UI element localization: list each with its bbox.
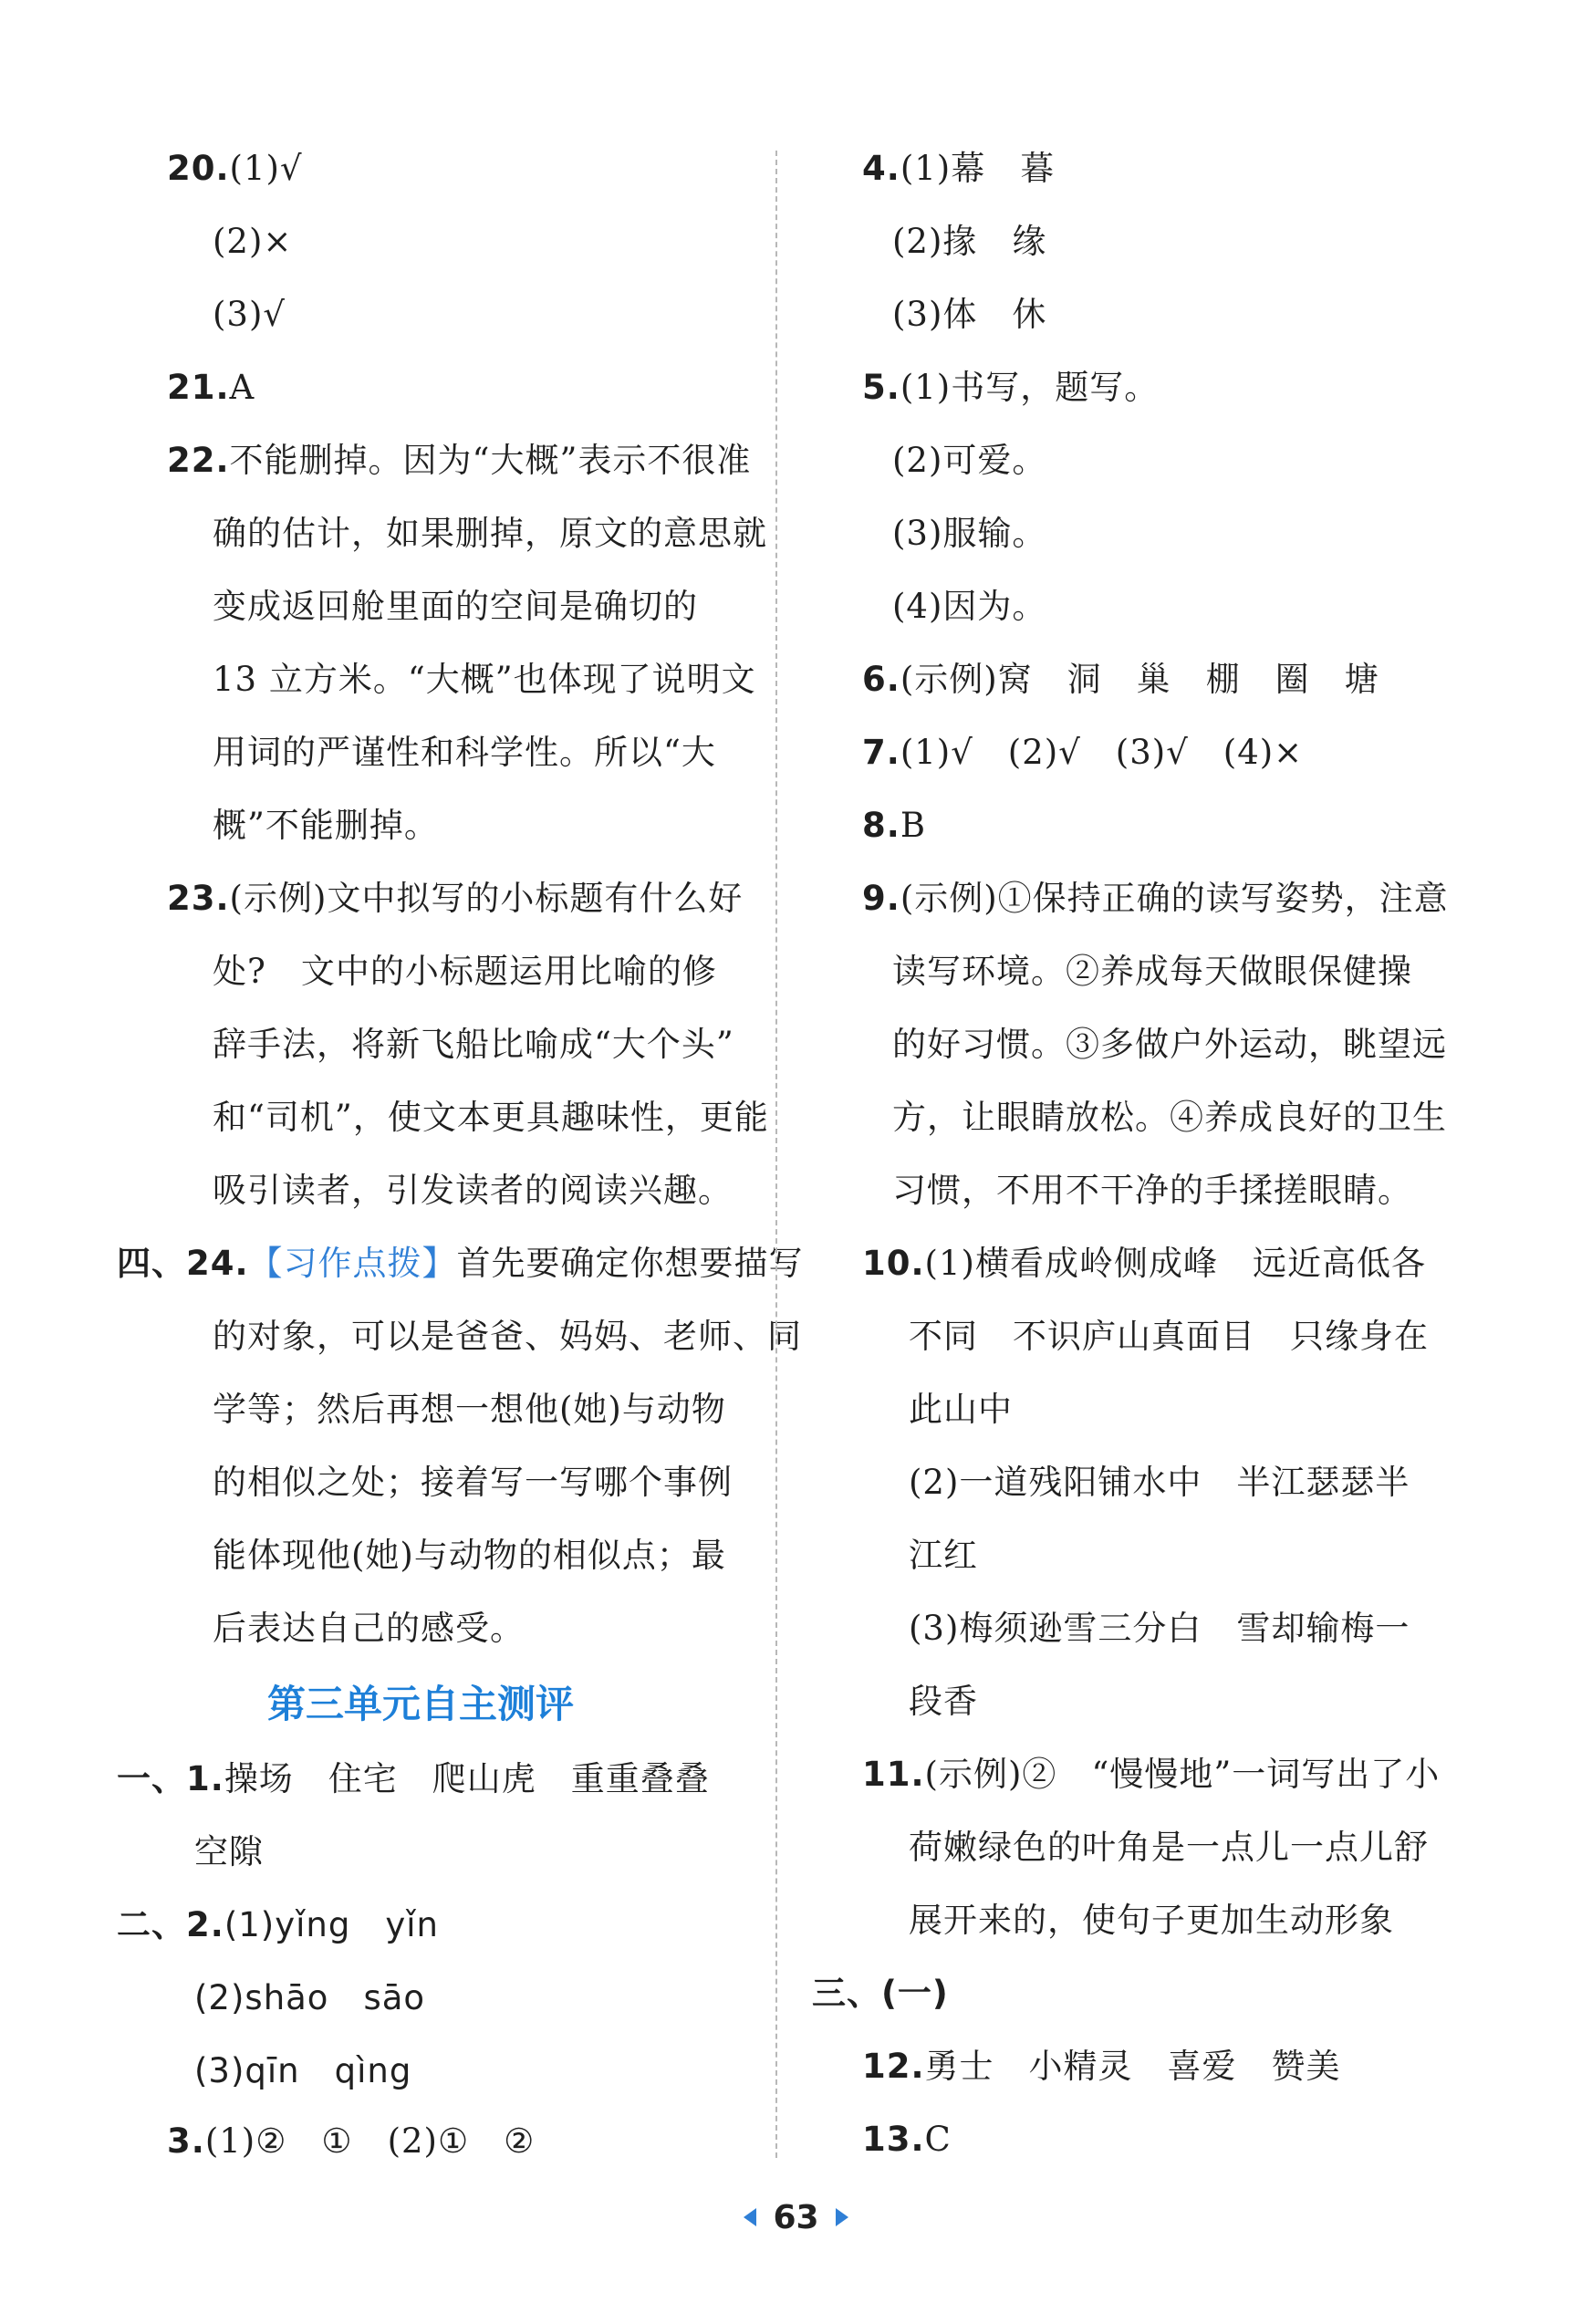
answer-text: (3)服输。	[892, 514, 1047, 553]
answer-text: (1)② ① (2)① ②	[204, 2121, 536, 2161]
question-number: 一、1.	[117, 1759, 224, 1798]
answer-text: 吸引读者，引发读者的阅读兴趣。	[213, 1171, 733, 1210]
answer-text: (1)√ (2)√ (3)√ (4)×	[900, 733, 1304, 772]
question-number: 四、24.	[117, 1244, 249, 1283]
answer-text: (2)×	[213, 222, 293, 261]
answer-text: 和“司机”，使文本更具趣味性，更能	[213, 1098, 769, 1137]
answer-text: (2)shāo sāo	[194, 1978, 426, 2017]
answer-text: 变成返回舱里面的空间是确切的	[213, 587, 698, 626]
answer-text: 习惯，不用不干净的手揉搓眼睛。	[892, 1171, 1412, 1210]
answer-9	[862, 876, 1449, 922]
answer-text: (示例)文中拟写的小标题有什么好	[229, 879, 744, 918]
answer-10	[862, 1241, 1426, 1287]
question-number: 13.	[862, 2120, 925, 2159]
answer-text: 13 立方米。“大概”也体现了说明文	[213, 660, 756, 699]
question-number: 21.	[167, 368, 230, 407]
question-number: 4.	[862, 149, 900, 188]
answer-text: 学等；然后再想一想他(她)与动物	[213, 1390, 726, 1429]
answer-5	[862, 365, 1159, 411]
question-number: 12.	[862, 2047, 925, 2086]
answer-text: 辞手法，将新飞船比喻成“大个头”	[213, 1025, 734, 1064]
answer-text: 能体现他(她)与动物的相似点；最	[213, 1536, 726, 1575]
answer-text: (1)横看成岭侧成峰 远近高低各	[924, 1244, 1426, 1283]
answer-text: 的相似之处；接着写一写哪个事例	[213, 1463, 733, 1502]
answer-text: 首先要确定你想要描写	[456, 1244, 804, 1283]
answer-text: (示例)② “慢慢地”一词写出了小	[924, 1755, 1441, 1794]
answer-s1	[117, 1756, 710, 1802]
answer-text: 江红	[909, 1536, 978, 1575]
answer-21	[167, 365, 255, 411]
answer-text: 后表达自己的感受。	[213, 1609, 525, 1648]
question-number: 8.	[862, 806, 900, 845]
answer-text: (3)梅须逊雪三分白 雪却输梅一	[909, 1609, 1410, 1648]
answer-text: 概”不能删掉。	[213, 806, 439, 845]
section-label: 三、(一)	[812, 1974, 949, 2013]
answer-s2	[117, 1902, 439, 1948]
triangle-left-icon	[744, 2208, 756, 2226]
answer-text: 此山中	[909, 1390, 1013, 1429]
question-number: 23.	[167, 879, 230, 918]
answer-text: 荷嫩绿色的叶角是一点儿一点儿舒	[909, 1828, 1429, 1867]
answer-text: 的好习惯。③多做户外运动，眺望远	[892, 1025, 1447, 1064]
answer-text: 空隙	[194, 1832, 264, 1871]
question-number: 二、2.	[117, 1905, 224, 1944]
section-title: 第三单元自主测评	[267, 1682, 575, 1726]
question-number: 3.	[167, 2121, 205, 2161]
answer-text: (1)书写，题写。	[900, 368, 1160, 407]
question-number: 5.	[862, 368, 900, 407]
answer-12	[862, 2044, 1341, 2090]
answer-text: (2)一道残阳铺水中 半江瑟瑟半	[909, 1463, 1410, 1502]
answer-24	[117, 1241, 804, 1287]
question-number: 6.	[862, 660, 900, 699]
question-number: 9.	[862, 879, 900, 918]
answer-text: (1)yǐng yǐn	[224, 1905, 439, 1944]
question-number: 22.	[167, 441, 230, 480]
answer-text: C	[924, 2120, 952, 2159]
triangle-right-icon	[836, 2208, 848, 2226]
answer-6	[862, 657, 1379, 703]
answer-text: 的对象，可以是爸爸、妈妈、老师、同	[213, 1317, 802, 1356]
answer-text: (示例)窝 洞 巢 棚 圈 塘	[900, 660, 1379, 699]
answer-text: (1)幕 暮	[900, 149, 1056, 188]
page-footer	[0, 2190, 1592, 2245]
writing-tip-label: 【习作点拨】	[248, 1244, 457, 1283]
answer-text: (3)√	[213, 295, 286, 334]
answer-text: (2)可爱。	[892, 441, 1047, 480]
page-number: 63	[773, 2198, 819, 2236]
answer-text: 不能删掉。因为“大概”表示不很准	[229, 441, 752, 480]
answer-4	[862, 146, 1055, 192]
question-number: 10.	[862, 1244, 925, 1283]
answer-text: (示例)①保持正确的读写姿势，注意	[900, 879, 1449, 918]
answer-text: 用词的严谨性和科学性。所以“大	[213, 733, 716, 772]
question-number: 11.	[862, 1755, 925, 1794]
answer-text: B	[900, 806, 927, 845]
answer-text: 不同 不识庐山真面目 只缘身在	[909, 1317, 1429, 1356]
answer-text: (1)√	[229, 149, 303, 188]
answer-11	[862, 1752, 1440, 1798]
answer-text: 展开来的，使句子更加生动形象	[909, 1901, 1394, 1940]
column-divider	[775, 151, 777, 2158]
answer-13	[862, 2117, 952, 2162]
answer-text: 方，让眼睛放松。④养成良好的卫生	[892, 1098, 1447, 1137]
question-number: 7.	[862, 733, 900, 772]
answer-text: (4)因为。	[892, 587, 1047, 626]
answer-3	[167, 2119, 535, 2164]
answer-text: (2)掾 缘	[892, 222, 1047, 261]
answer-text: 读写环境。②养成每天做眼保健操	[892, 952, 1412, 991]
answer-20	[167, 146, 303, 192]
answer-text: 勇士 小精灵 喜爱 赞美	[924, 2047, 1341, 2086]
answer-8	[862, 803, 926, 849]
answer-text: (3)qīn qìng	[194, 2051, 412, 2090]
answer-22	[167, 438, 751, 484]
answer-text: 处? 文中的小标题运用比喻的修	[213, 952, 717, 991]
question-number: 20.	[167, 149, 230, 188]
answer-text: A	[229, 368, 255, 407]
answer-text: 确的估计，如果删掉，原文的意思就	[213, 514, 767, 553]
answer-7	[862, 730, 1303, 776]
answer-23	[167, 876, 743, 922]
answer-text: (3)体 休	[892, 295, 1047, 334]
answer-text: 操场 住宅 爬山虎 重重叠叠	[224, 1759, 710, 1798]
answer-text: 段香	[909, 1682, 978, 1721]
